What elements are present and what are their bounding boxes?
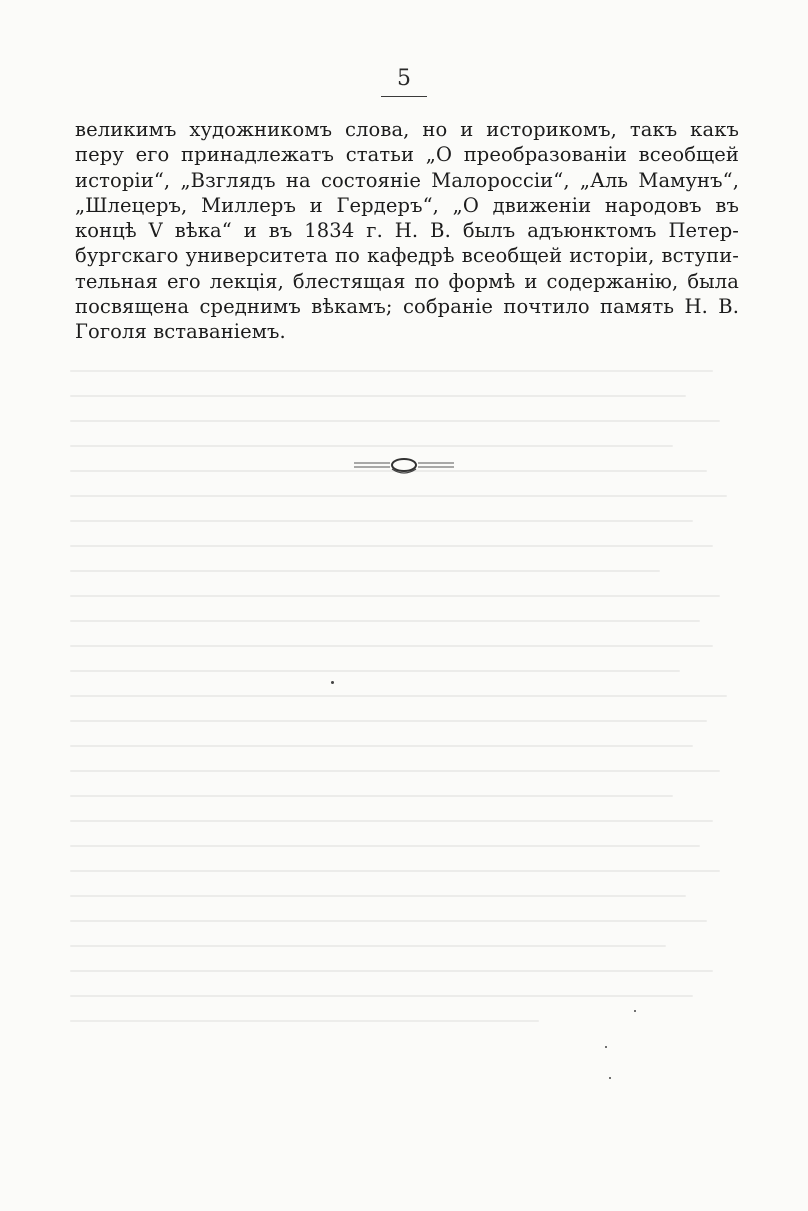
paper-speck	[634, 1010, 636, 1012]
text-line: концѣ V вѣка“ и въ 1834 г. Н. В. былъ адъюнктомъ Петер-	[75, 219, 739, 243]
text-line: перу его принадлежатъ статьи „О преобразованіи всеобщей	[75, 143, 739, 167]
show-through-texture	[70, 370, 740, 1130]
page-number-rule	[381, 96, 427, 97]
text-line: великимъ художникомъ слова, но и историкомъ, такъ какъ	[75, 118, 739, 141]
text-line: исторіи“, „Взглядъ на состояніе Малороссіи“, „Аль Мамунъ“,	[75, 168, 739, 192]
paper-speck	[605, 1046, 607, 1048]
text-line: бургскаго университета по кафедрѣ всеобщей исторіи, вступи-	[75, 244, 739, 268]
paper-speck	[331, 681, 334, 684]
section-divider-ornament-icon	[352, 455, 456, 477]
page-number: 5	[397, 66, 411, 91]
text-line: Гоголя вставаніемъ.	[75, 320, 286, 344]
text-line: тельная его лекція, блестящая по формѣ и содержанію, была	[75, 269, 739, 293]
text-line: „Шлецеръ, Миллеръ и Гердеръ“, „О движеніи народовъ въ	[75, 193, 739, 217]
text-line: посвящена среднимъ вѣкамъ; собраніе почтило память Н. В.	[75, 295, 739, 319]
body-paragraph	[75, 117, 739, 345]
paper-speck	[609, 1077, 611, 1079]
